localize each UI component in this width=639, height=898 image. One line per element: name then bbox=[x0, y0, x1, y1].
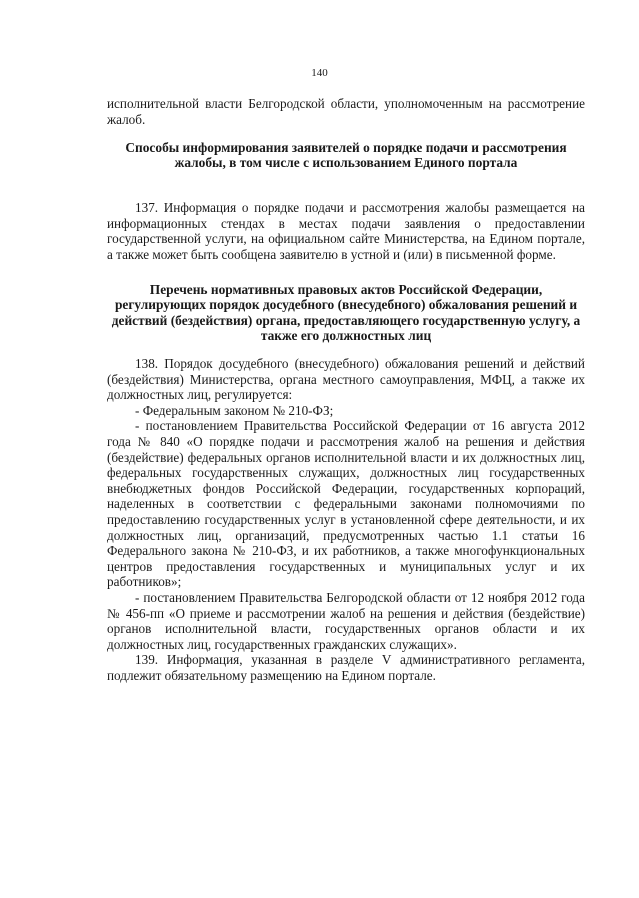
paragraph-139: 139. Информация, указанная в разделе V административного регламента, подлежит обязательному размещению на Едином портале. bbox=[107, 652, 585, 683]
list-item-rf-government-resolution: - постановлением Правительства Российской Федерации от 16 августа 2012 года № 840 «О порядке подачи и рассмотрения жалоб на решения и действия (бездействие) федеральных органов исполнительной власти и их должностных лиц, федеральных государственных служащих, должностных лиц государственных внебюджетных фондов Российской Федерации, государственных корпораций, наделенных в соответствии с федеральными законами полномочиями по предоставлению государственных услуг в установленной сфере деятельности, и их должностных лиц, организаций, предусмотренных частью 1.1 статьи 16 Федерального закона № 210-ФЗ, и их работников, а также многофункциональных центров предоставления государственных и муниципальных услуг и их работников»; bbox=[107, 418, 585, 590]
intro-block bbox=[107, 96, 585, 127]
page-number: 140 bbox=[311, 67, 328, 79]
paragraph-138-block bbox=[107, 356, 585, 683]
paragraph-138: 138. Порядок досудебного (внесудебного) обжалования решений и действий (бездействия) Министерства, органа местного самоуправления, МФЦ, а также их должностных лиц, регулируется: bbox=[107, 356, 585, 403]
paragraph-137-block bbox=[107, 200, 585, 262]
list-item-belgorod-resolution: - постановлением Правительства Белгородской области от 12 ноября 2012 года № 456-пп «О приеме и рассмотрении жалоб на решения и действия (бездействие) органов исполнительной власти, государственных органов области и их должностных лиц, государственных гражданских служащих». bbox=[107, 589, 585, 652]
section-heading-legal-acts: Перечень нормативных правовых актов Российской Федерации, регулирующих порядок досудебного (внесудебного) обжалования решений и действий (бездействия) органа, предоставляющего государственную услугу, а также его должностных лиц bbox=[111, 282, 581, 344]
intro-text: исполнительной власти Белгородской области, уполномоченным на рассмотрение жалоб. bbox=[107, 96, 585, 127]
section-heading-informing: Способы информирования заявителей о порядке подачи и рассмотрения жалобы, в том числе с использованием Единого портала bbox=[125, 140, 567, 171]
list-item-federal-law: - Федеральным законом № 210-ФЗ; bbox=[135, 402, 334, 418]
paragraph-137: 137. Информация о порядке подачи и рассмотрения жалобы размещается на информационных стендах в местах подачи заявления о предоставлении государственной услуги, на официальном сайте Министерства, на Едином портале, а также может быть сообщена заявителю в устной и (или) в письменной форме. bbox=[107, 200, 585, 262]
